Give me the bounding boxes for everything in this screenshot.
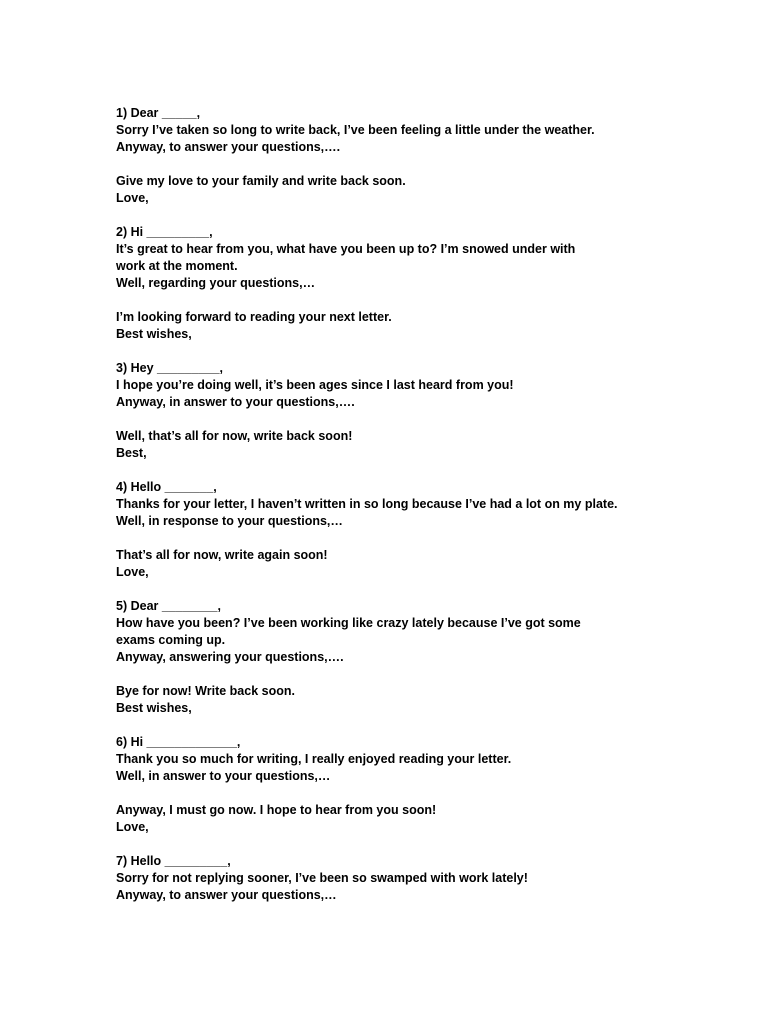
letter-7 xyxy=(116,853,716,904)
blank-line xyxy=(116,785,716,802)
letter-signoff: Best, xyxy=(116,446,147,460)
letter-closing: Bye for now! Write back soon. xyxy=(116,684,295,698)
letter-signoff: Love, xyxy=(116,191,149,205)
letter-1 xyxy=(116,105,716,207)
letter-opening-line: Anyway, answering your questions,…. xyxy=(116,650,344,664)
letter-signoff: Love, xyxy=(116,820,149,834)
letter-closing: Anyway, I must go now. I hope to hear from you soon! xyxy=(116,803,437,817)
document-page xyxy=(116,105,716,921)
letter-opening-line: Sorry for not replying sooner, I’ve been so swamped with work lately! xyxy=(116,871,528,885)
letter-opening-line: Thanks for your letter, I haven’t written in so long because I’ve had a lot on my plate. xyxy=(116,497,618,511)
letter-closing: That’s all for now, write again soon! xyxy=(116,548,328,562)
letter-greeting: 1) Dear _____, xyxy=(116,106,201,120)
letter-closing: Give my love to your family and write back soon. xyxy=(116,174,406,188)
letter-greeting: 7) Hello _________, xyxy=(116,854,231,868)
letter-opening-line: Anyway, in answer to your questions,…. xyxy=(116,395,355,409)
blank-line xyxy=(116,156,716,173)
letter-opening-line: Thank you so much for writing, I really enjoyed reading your letter. xyxy=(116,752,512,766)
letter-opening-line: How have you been? I’ve been working like crazy lately because I’ve got some xyxy=(116,616,581,630)
letter-signoff: Best wishes, xyxy=(116,701,192,715)
blank-line xyxy=(116,530,716,547)
letter-signoff: Love, xyxy=(116,565,149,579)
letter-closing: I’m looking forward to reading your next letter. xyxy=(116,310,392,324)
letter-greeting: 5) Dear ________, xyxy=(116,599,221,613)
blank-line xyxy=(116,411,716,428)
letter-greeting: 2) Hi _________, xyxy=(116,225,213,239)
letter-greeting: 3) Hey _________, xyxy=(116,361,224,375)
letter-2 xyxy=(116,224,716,343)
letter-signoff: Best wishes, xyxy=(116,327,192,341)
blank-line xyxy=(116,292,716,309)
letter-5 xyxy=(116,598,716,717)
letter-opening-line: work at the moment. xyxy=(116,259,238,273)
letter-closing: Well, that’s all for now, write back soon! xyxy=(116,429,353,443)
letter-6 xyxy=(116,734,716,836)
letter-opening-line: Well, in response to your questions,… xyxy=(116,514,343,528)
letter-4 xyxy=(116,479,716,581)
letter-3 xyxy=(116,360,716,462)
letter-opening-line: exams coming up. xyxy=(116,633,226,647)
letter-opening-line: Well, regarding your questions,… xyxy=(116,276,316,290)
letter-opening-line: Anyway, to answer your questions,…. xyxy=(116,140,341,154)
letter-opening-line: Anyway, to answer your questions,… xyxy=(116,888,337,902)
letter-opening-line: It’s great to hear from you, what have you been up to? I’m snowed under with xyxy=(116,242,576,256)
letter-opening-line: Sorry I’ve taken so long to write back, I’ve been feeling a little under the weather. xyxy=(116,123,595,137)
letter-greeting: 6) Hi _____________, xyxy=(116,735,241,749)
letter-opening-line: I hope you’re doing well, it’s been ages since I last heard from you! xyxy=(116,378,514,392)
blank-line xyxy=(116,666,716,683)
letter-opening-line: Well, in answer to your questions,… xyxy=(116,769,331,783)
letter-greeting: 4) Hello _______, xyxy=(116,480,217,494)
